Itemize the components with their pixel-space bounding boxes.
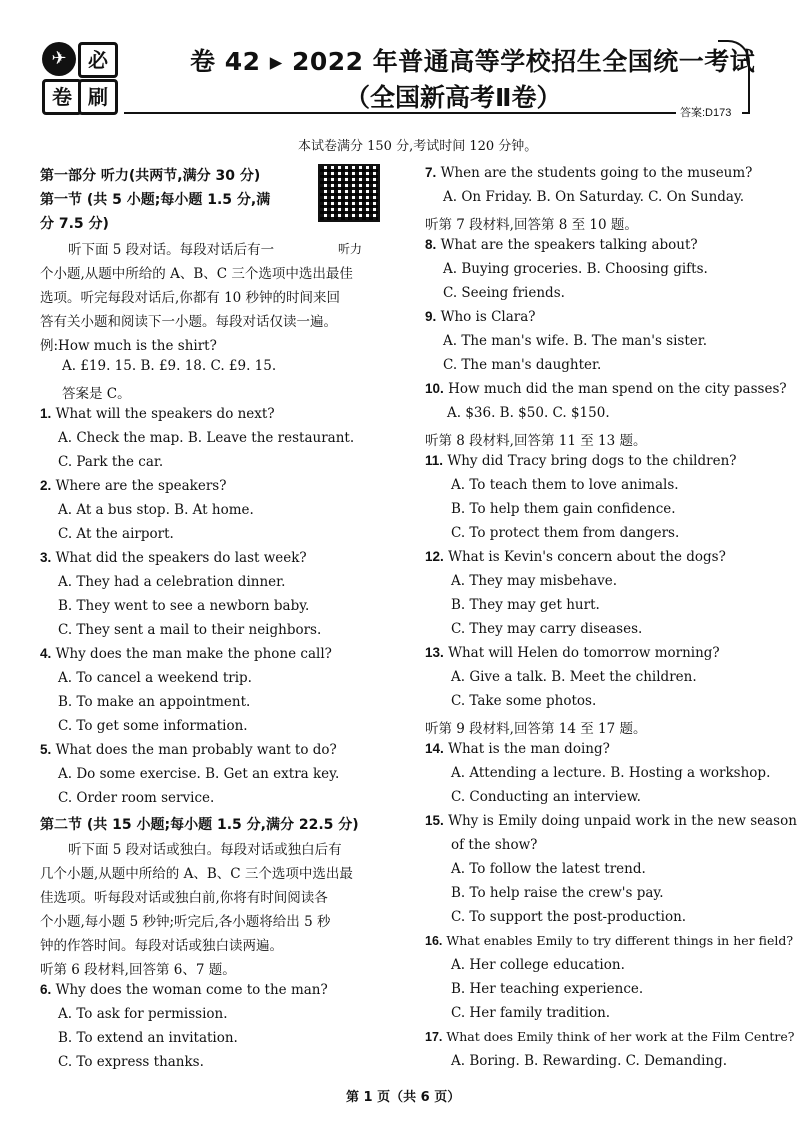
logo-char: 必 xyxy=(78,42,118,78)
option: A. To cancel a weekend trip. xyxy=(58,670,252,686)
exam-intro: 本试卷满分 150 分,考试时间 120 分钟。 xyxy=(298,139,538,154)
option-row: A. Buying groceries. B. Choosing gifts. xyxy=(443,261,708,277)
option: C. They sent a mail to their neighbors. xyxy=(58,622,322,638)
option: B. To extend an invitation. xyxy=(58,1030,238,1046)
question-2: 2. Where are the speakers? xyxy=(40,478,227,494)
option: B. Her teaching experience. xyxy=(451,981,644,997)
option-row: A. At a bus stop. B. At home. xyxy=(58,502,254,518)
instruction: 个小题,每小题 5 秒钟;听完后,各小题将给出 5 秒 xyxy=(40,914,331,930)
option: B. They may get hurt. xyxy=(451,597,600,613)
option: C. To support the post-production. xyxy=(451,909,687,925)
instruction: 答有关小题和阅读下一小题。每段对话仅读一遍。 xyxy=(40,314,337,330)
option: C. Her family tradition. xyxy=(451,1005,611,1021)
instruction: 佳选项。听每段对话或独白前,你将有时间阅读各 xyxy=(40,890,328,906)
logo xyxy=(42,42,116,112)
option-row: A. On Friday. B. On Saturday. C. On Sunday. xyxy=(443,189,745,205)
option: A. They may misbehave. xyxy=(451,573,618,589)
option: C. At the airport. xyxy=(58,526,174,542)
page-number: 第 1 页（共 6 页） xyxy=(346,1090,461,1105)
option-row: A. Do some exercise. B. Get an extra key. xyxy=(58,766,340,782)
option: C. To express thanks. xyxy=(58,1054,204,1070)
question-13: 13. What will Helen do tomorrow morning? xyxy=(425,645,720,661)
option-row: A. The man's wife. B. The man's sister. xyxy=(443,333,708,349)
section-heading: 第一节 (共 5 小题;每小题 1.5 分,满 xyxy=(40,192,271,208)
question-9: 9. Who is Clara? xyxy=(425,309,536,325)
qr-caption: 听力 xyxy=(338,242,363,256)
option-row: A. Give a talk. B. Meet the children. xyxy=(451,669,697,685)
question-4: 4. Why does the man make the phone call? xyxy=(40,646,332,662)
page-subtitle: （全国新高考Ⅱ卷） xyxy=(345,83,562,112)
question-continuation: of the show? xyxy=(451,837,538,853)
logo-char: 刷 xyxy=(78,79,118,115)
example-answer: 答案是 C。 xyxy=(62,386,131,402)
question-7: 7. When are the students going to the museum? xyxy=(425,165,753,181)
option: A. They had a celebration dinner. xyxy=(58,574,286,590)
option: A. Her college education. xyxy=(451,957,625,973)
question-11: 11. Why did Tracy bring dogs to the children? xyxy=(425,453,737,469)
header-frame xyxy=(718,40,750,114)
question-16: 16. What enables Emily to try different things in her field? xyxy=(425,933,794,948)
question-8: 8. What are the speakers talking about? xyxy=(425,237,698,253)
option: B. To make an appointment. xyxy=(58,694,251,710)
instruction: 几个小题,从题中所给的 A、B、C 三个选项中选出最 xyxy=(40,866,353,882)
instruction: 听下面 5 段对话或独白。每段对话或独白后有 xyxy=(68,842,342,858)
part-heading: 第一部分 听力(共两节,满分 30 分) xyxy=(40,168,261,184)
page-title: 卷 42 ▸ 2022 年普通高等学校招生全国统一考试 xyxy=(190,47,756,76)
option: B. To help them gain confidence. xyxy=(451,501,676,517)
material-note: 听第 8 段材料,回答第 11 至 13 题。 xyxy=(425,433,647,449)
option: C. Seeing friends. xyxy=(443,285,565,301)
example-options: A. £19. 15. B. £9. 18. C. £9. 15. xyxy=(62,358,277,374)
divider xyxy=(124,112,676,114)
instruction: 个小题,从题中所给的 A、B、C 三个选项中选出最佳 xyxy=(40,266,353,282)
option: C. Conducting an interview. xyxy=(451,789,641,805)
option: B. They went to see a newborn baby. xyxy=(58,598,310,614)
option: A. To follow the latest trend. xyxy=(451,861,646,877)
instruction: 钟的作答时间。每段对话或独白读两遍。 xyxy=(40,938,283,954)
qr-code[interactable] xyxy=(318,164,388,256)
option: C. Order room service. xyxy=(58,790,215,806)
question-15: 15. Why is Emily doing unpaid work in the new season xyxy=(425,813,797,829)
question-6: 6. Why does the woman come to the man? xyxy=(40,982,328,998)
question-14: 14. What is the man doing? xyxy=(425,741,610,757)
material-note: 听第 7 段材料,回答第 8 至 10 题。 xyxy=(425,217,638,233)
section-heading: 分 7.5 分) xyxy=(40,216,109,232)
option: C. To get some information. xyxy=(58,718,248,734)
option: C. Park the car. xyxy=(58,454,164,470)
instruction: 选项。听完每段对话后,你都有 10 秒钟的时间来回 xyxy=(40,290,341,306)
option-row: A. Boring. B. Rewarding. C. Demanding. xyxy=(451,1053,728,1069)
option: A. To teach them to love animals. xyxy=(451,477,679,493)
question-3: 3. What did the speakers do last week? xyxy=(40,550,307,566)
question-5: 5. What does the man probably want to do? xyxy=(40,742,337,758)
option: C. To protect them from dangers. xyxy=(451,525,680,541)
option: C. They may carry diseases. xyxy=(451,621,643,637)
option: B. To help raise the crew's pay. xyxy=(451,885,664,901)
divider xyxy=(742,112,750,114)
option: C. Take some photos. xyxy=(451,693,597,709)
question-10: 10. How much did the man spend on the city passes? xyxy=(425,381,787,397)
material-note: 听第 6 段材料,回答第 6、7 题。 xyxy=(40,962,236,978)
question-1: 1. What will the speakers do next? xyxy=(40,406,275,422)
option: A. To ask for permission. xyxy=(58,1006,228,1022)
instruction: 听下面 5 段对话。每段对话后有一 xyxy=(68,242,275,258)
option-row: A. Check the map. B. Leave the restaurant. xyxy=(58,430,355,446)
qr-code-icon xyxy=(318,164,380,222)
section-heading: 第二节 (共 15 小题;每小题 1.5 分,满分 22.5 分) xyxy=(40,817,359,833)
option-row: A. $36. B. $50. C. $150. xyxy=(447,405,610,421)
question-17: 17. What does Emily think of her work at the Film Centre? xyxy=(425,1029,795,1044)
paper-plane-icon: ✈ xyxy=(42,42,76,76)
example-question: 例:How much is the shirt? xyxy=(40,338,217,354)
logo-char: 卷 xyxy=(42,79,82,115)
option: C. The man's daughter. xyxy=(443,357,602,373)
option-row: A. Attending a lecture. B. Hosting a workshop. xyxy=(451,765,771,781)
material-note: 听第 9 段材料,回答第 14 至 17 题。 xyxy=(425,721,647,737)
answer-code: 答案:D173 xyxy=(680,107,732,119)
question-12: 12. What is Kevin's concern about the dogs? xyxy=(425,549,726,565)
